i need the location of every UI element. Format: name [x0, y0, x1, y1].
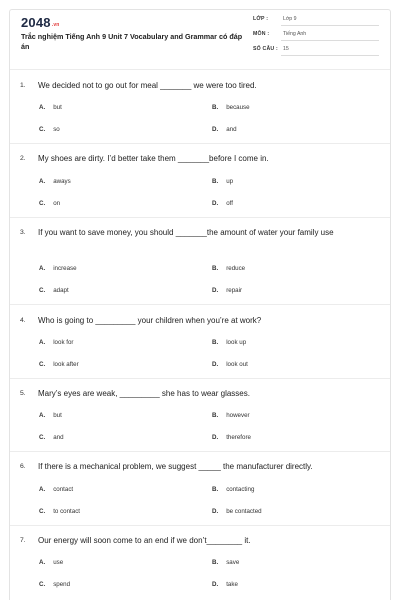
- option-letter: C.: [39, 287, 46, 294]
- option-text: to contact: [53, 508, 81, 515]
- meta-label: SỐ CÂU :: [253, 46, 278, 52]
- option-text: adapt: [53, 287, 69, 294]
- answer-option[interactable]: [39, 412, 62, 419]
- option-text: look up: [226, 339, 247, 346]
- answer-option[interactable]: [212, 178, 233, 185]
- answer-option[interactable]: [212, 486, 254, 493]
- logo-text: 2048: [21, 15, 51, 30]
- option-text: therefore: [226, 434, 251, 441]
- option-letter: A.: [39, 265, 46, 272]
- meta-underline: [281, 25, 379, 26]
- option-text: look out: [226, 361, 248, 368]
- meta-label: LỚP :: [253, 16, 269, 22]
- option-text: look for: [53, 339, 74, 346]
- answer-option[interactable]: [212, 361, 248, 368]
- option-letter: B.: [212, 559, 219, 566]
- question-divider: [10, 69, 390, 70]
- question-divider: [10, 525, 390, 526]
- option-text: contact: [53, 486, 74, 493]
- option-text: but: [53, 412, 62, 419]
- option-text: take: [226, 581, 238, 588]
- answer-option[interactable]: [212, 434, 251, 441]
- option-text: but: [53, 104, 62, 111]
- answer-option[interactable]: [212, 412, 250, 419]
- meta-value: Lớp 9: [283, 16, 297, 22]
- answer-option[interactable]: [212, 126, 237, 133]
- option-text: look after: [53, 361, 79, 368]
- option-text: use: [53, 559, 64, 566]
- answer-option[interactable]: [39, 361, 79, 368]
- answer-option[interactable]: [212, 339, 246, 346]
- question-text: Our energy will soon come to an end if we don’t________ it.: [38, 536, 251, 545]
- question-text: We decided not to go out for meal _______ we were too tired.: [38, 81, 257, 90]
- document-title: Trắc nghiệm Tiếng Anh 9 Unit 7 Vocabulary and Grammar có đáp án: [21, 32, 243, 51]
- question-number: 3.: [20, 229, 26, 236]
- option-text: repair: [226, 287, 243, 294]
- option-letter: C.: [39, 508, 46, 515]
- question-number: 6.: [20, 463, 26, 470]
- meta-label: MÔN :: [253, 31, 270, 37]
- option-letter: B.: [212, 486, 219, 493]
- answer-option[interactable]: [39, 581, 70, 588]
- answer-option[interactable]: [39, 126, 60, 133]
- answer-option[interactable]: [212, 581, 238, 588]
- answer-option[interactable]: [39, 508, 80, 515]
- option-letter: B.: [212, 265, 219, 272]
- option-letter: B.: [212, 412, 219, 419]
- option-letter: A.: [39, 412, 46, 419]
- question-number: 1.: [20, 82, 26, 89]
- option-text: on: [53, 200, 61, 207]
- answer-option[interactable]: [39, 486, 73, 493]
- question-divider: [10, 217, 390, 218]
- meta-value: Tiếng Anh: [283, 31, 307, 37]
- answer-option[interactable]: [212, 200, 233, 207]
- answer-option[interactable]: [39, 559, 63, 566]
- option-letter: A.: [39, 486, 46, 493]
- answer-option[interactable]: [39, 178, 71, 185]
- answer-option[interactable]: [39, 200, 60, 207]
- option-letter: A.: [39, 559, 46, 566]
- option-letter: D.: [212, 361, 219, 368]
- option-letter: A.: [39, 104, 46, 111]
- answer-option[interactable]: [212, 508, 262, 515]
- option-text: be contacted: [226, 508, 262, 515]
- logo-suffix: .vn: [51, 22, 60, 28]
- answer-option[interactable]: [39, 434, 64, 441]
- answer-option[interactable]: [39, 265, 77, 272]
- option-letter: D.: [212, 200, 219, 207]
- option-letter: D.: [212, 508, 219, 515]
- question-number: 5.: [20, 390, 26, 397]
- option-letter: D.: [212, 434, 219, 441]
- option-letter: C.: [39, 361, 46, 368]
- option-text: and: [226, 126, 237, 133]
- question-divider: [10, 304, 390, 305]
- question-divider: [10, 143, 390, 144]
- option-letter: B.: [212, 104, 219, 111]
- option-text: spend: [53, 581, 71, 588]
- question-text: Mary’s eyes are weak, _________ she has to wear glasses.: [38, 389, 250, 398]
- option-letter: C.: [39, 200, 46, 207]
- answer-option[interactable]: [212, 559, 239, 566]
- option-text: reduce: [226, 265, 246, 272]
- question-text: My shoes are dirty. I’d better take them _______before I come in.: [38, 154, 269, 163]
- answer-option[interactable]: [212, 287, 242, 294]
- option-text: contacting: [226, 486, 255, 493]
- option-text: up: [226, 178, 234, 185]
- answer-option[interactable]: [39, 287, 69, 294]
- option-text: increase: [53, 265, 77, 272]
- option-letter: D.: [212, 287, 219, 294]
- question-divider: [10, 451, 390, 452]
- site-logo[interactable]: [21, 15, 60, 30]
- question-number: 4.: [20, 317, 26, 324]
- question-text: If there is a mechanical problem, we suggest _____ the manufacturer directly.: [38, 462, 313, 471]
- option-letter: A.: [39, 339, 46, 346]
- option-text: aways: [53, 178, 71, 185]
- option-text: save: [226, 559, 240, 566]
- meta-underline: [281, 40, 379, 41]
- option-letter: B.: [212, 339, 219, 346]
- option-letter: C.: [39, 126, 46, 133]
- option-letter: D.: [212, 581, 219, 588]
- option-letter: C.: [39, 581, 46, 588]
- answer-option[interactable]: [212, 104, 250, 111]
- answer-option[interactable]: [39, 339, 73, 346]
- option-text: because: [226, 104, 250, 111]
- question-number: 7.: [20, 537, 26, 544]
- option-letter: D.: [212, 126, 219, 133]
- meta-underline: [281, 55, 379, 56]
- answer-option[interactable]: [212, 265, 245, 272]
- option-letter: A.: [39, 178, 46, 185]
- question-number: 2.: [20, 155, 26, 162]
- option-letter: C.: [39, 434, 46, 441]
- question-divider: [10, 378, 390, 379]
- meta-value: 15: [283, 46, 289, 52]
- option-text: and: [53, 434, 64, 441]
- option-text: off: [226, 200, 233, 207]
- option-letter: B.: [212, 178, 219, 185]
- question-text: If you want to save money, you should _______the amount of water your family use: [38, 228, 334, 237]
- option-text: so: [53, 126, 60, 133]
- option-text: however: [226, 412, 250, 419]
- answer-option[interactable]: [39, 104, 62, 111]
- question-text: Who is going to _________ your children when you’re at work?: [38, 316, 262, 325]
